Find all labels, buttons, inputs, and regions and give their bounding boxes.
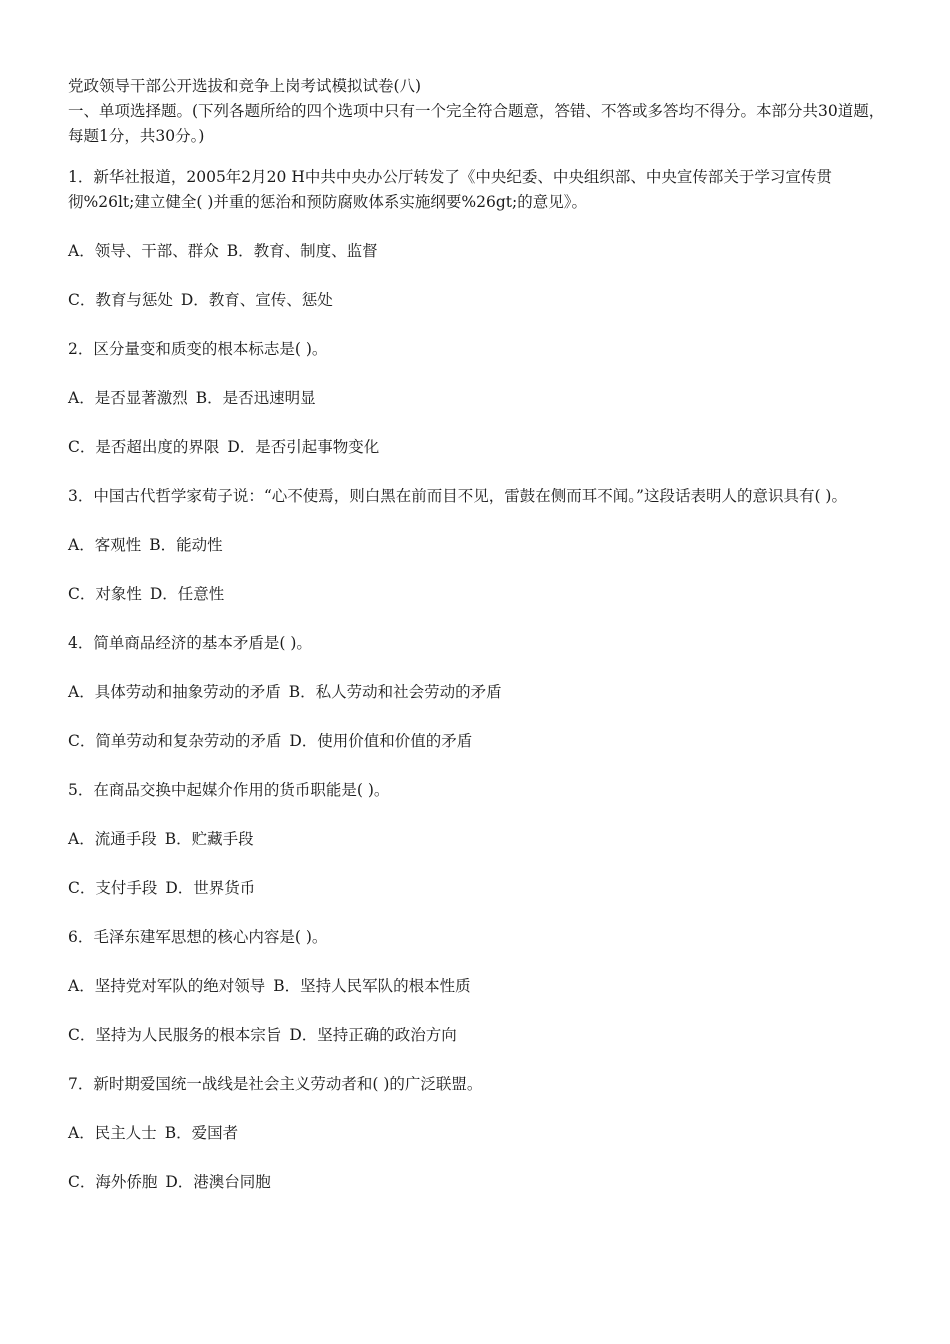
section-instructions: 一、单项选择题。(下列各题所给的四个选项中只有一个完全符合题意，答错、不答或多答均不得分。本部分共30道题，每题1分，共30分。) — [68, 102, 885, 145]
option-row-cd — [68, 1170, 888, 1195]
option-c: C．是否超出度的界限 — [68, 438, 220, 456]
question-text: 6．毛泽东建军思想的核心内容是( )。 — [68, 928, 328, 946]
option-a: A．是否显著激烈 — [68, 389, 188, 407]
document-title: 党政领导干部公开选拔和竞争上岗考试模拟试卷(八) — [68, 77, 422, 95]
option-d: D．教育、宣传、惩处 — [180, 291, 333, 309]
option-row-ab — [68, 1121, 888, 1146]
option-d: D．世界货币 — [165, 879, 256, 897]
option-row-ab — [68, 386, 888, 411]
question-text: 3．中国古代哲学家荀子说：“心不使焉，则白黑在前而目不见，雷鼓在侧而耳不闻。”这段话表明人的意识具有( )。 — [68, 487, 847, 505]
question-2 — [68, 337, 888, 460]
option-d: D．坚持正确的政治方向 — [289, 1026, 457, 1044]
option-b: B．坚持人民军队的根本性质 — [273, 977, 471, 995]
option-row-cd — [68, 876, 888, 901]
option-b: B．私人劳动和社会劳动的矛盾 — [288, 683, 502, 701]
question-text: 2．区分量变和质变的根本标志是( )。 — [68, 340, 328, 358]
question-7 — [68, 1072, 888, 1195]
option-row-ab — [68, 974, 888, 999]
question-text: 7．新时期爱国统一战线是社会主义劳动者和( )的广泛联盟。 — [68, 1075, 483, 1093]
option-row-ab — [68, 827, 888, 852]
option-a: A．流通手段 — [68, 830, 157, 848]
option-c: C．海外侨胞 — [68, 1173, 158, 1191]
option-a: A．领导、干部、群众 — [68, 242, 219, 260]
option-a: A．民主人士 — [68, 1124, 157, 1142]
option-row-cd — [68, 435, 888, 460]
option-row-ab — [68, 680, 888, 705]
option-row-cd — [68, 582, 888, 607]
option-a: A．客观性 — [68, 536, 142, 554]
option-b: B．能动性 — [149, 536, 223, 554]
option-row-cd — [68, 1023, 888, 1048]
option-row-cd — [68, 288, 888, 313]
option-d: D．任意性 — [149, 585, 225, 603]
option-d: D．港澳台同胞 — [165, 1173, 271, 1191]
option-a: A．坚持党对军队的绝对领导 — [68, 977, 266, 995]
option-b: B．是否迅速明显 — [195, 389, 316, 407]
option-c: C．教育与惩处 — [68, 291, 173, 309]
option-row-ab — [68, 533, 888, 558]
option-b: B．教育、制度、监督 — [226, 242, 378, 260]
option-row-ab — [68, 239, 888, 264]
option-d: D．是否引起事物变化 — [227, 438, 380, 456]
question-1 — [68, 165, 888, 313]
question-6 — [68, 925, 888, 1048]
question-text: 1．新华社报道，2005年2月20 H中共中央办公厅转发了《中央纪委、中央组织部、中央宣传部关于学习宣传贯彻%26lt;建立健全( )并重的惩治和预防腐败体系实施纲要%26gt;的意见》。 — [68, 168, 832, 211]
question-text: 5．在商品交换中起媒介作用的货币职能是( )。 — [68, 781, 390, 799]
option-row-cd — [68, 729, 888, 754]
option-a: A．具体劳动和抽象劳动的矛盾 — [68, 683, 281, 701]
option-c: C．坚持为人民服务的根本宗旨 — [68, 1026, 282, 1044]
question-5 — [68, 778, 888, 901]
question-4 — [68, 631, 888, 754]
question-text: 4．简单商品经济的基本矛盾是( )。 — [68, 634, 312, 652]
option-c: C．简单劳动和复杂劳动的矛盾 — [68, 732, 282, 750]
document-page — [68, 74, 888, 1219]
option-b: B．贮藏手段 — [164, 830, 254, 848]
option-c: C．支付手段 — [68, 879, 158, 897]
question-3 — [68, 484, 888, 607]
option-d: D．使用价值和价值的矛盾 — [289, 732, 473, 750]
option-c: C．对象性 — [68, 585, 142, 603]
option-b: B．爱国者 — [164, 1124, 239, 1142]
